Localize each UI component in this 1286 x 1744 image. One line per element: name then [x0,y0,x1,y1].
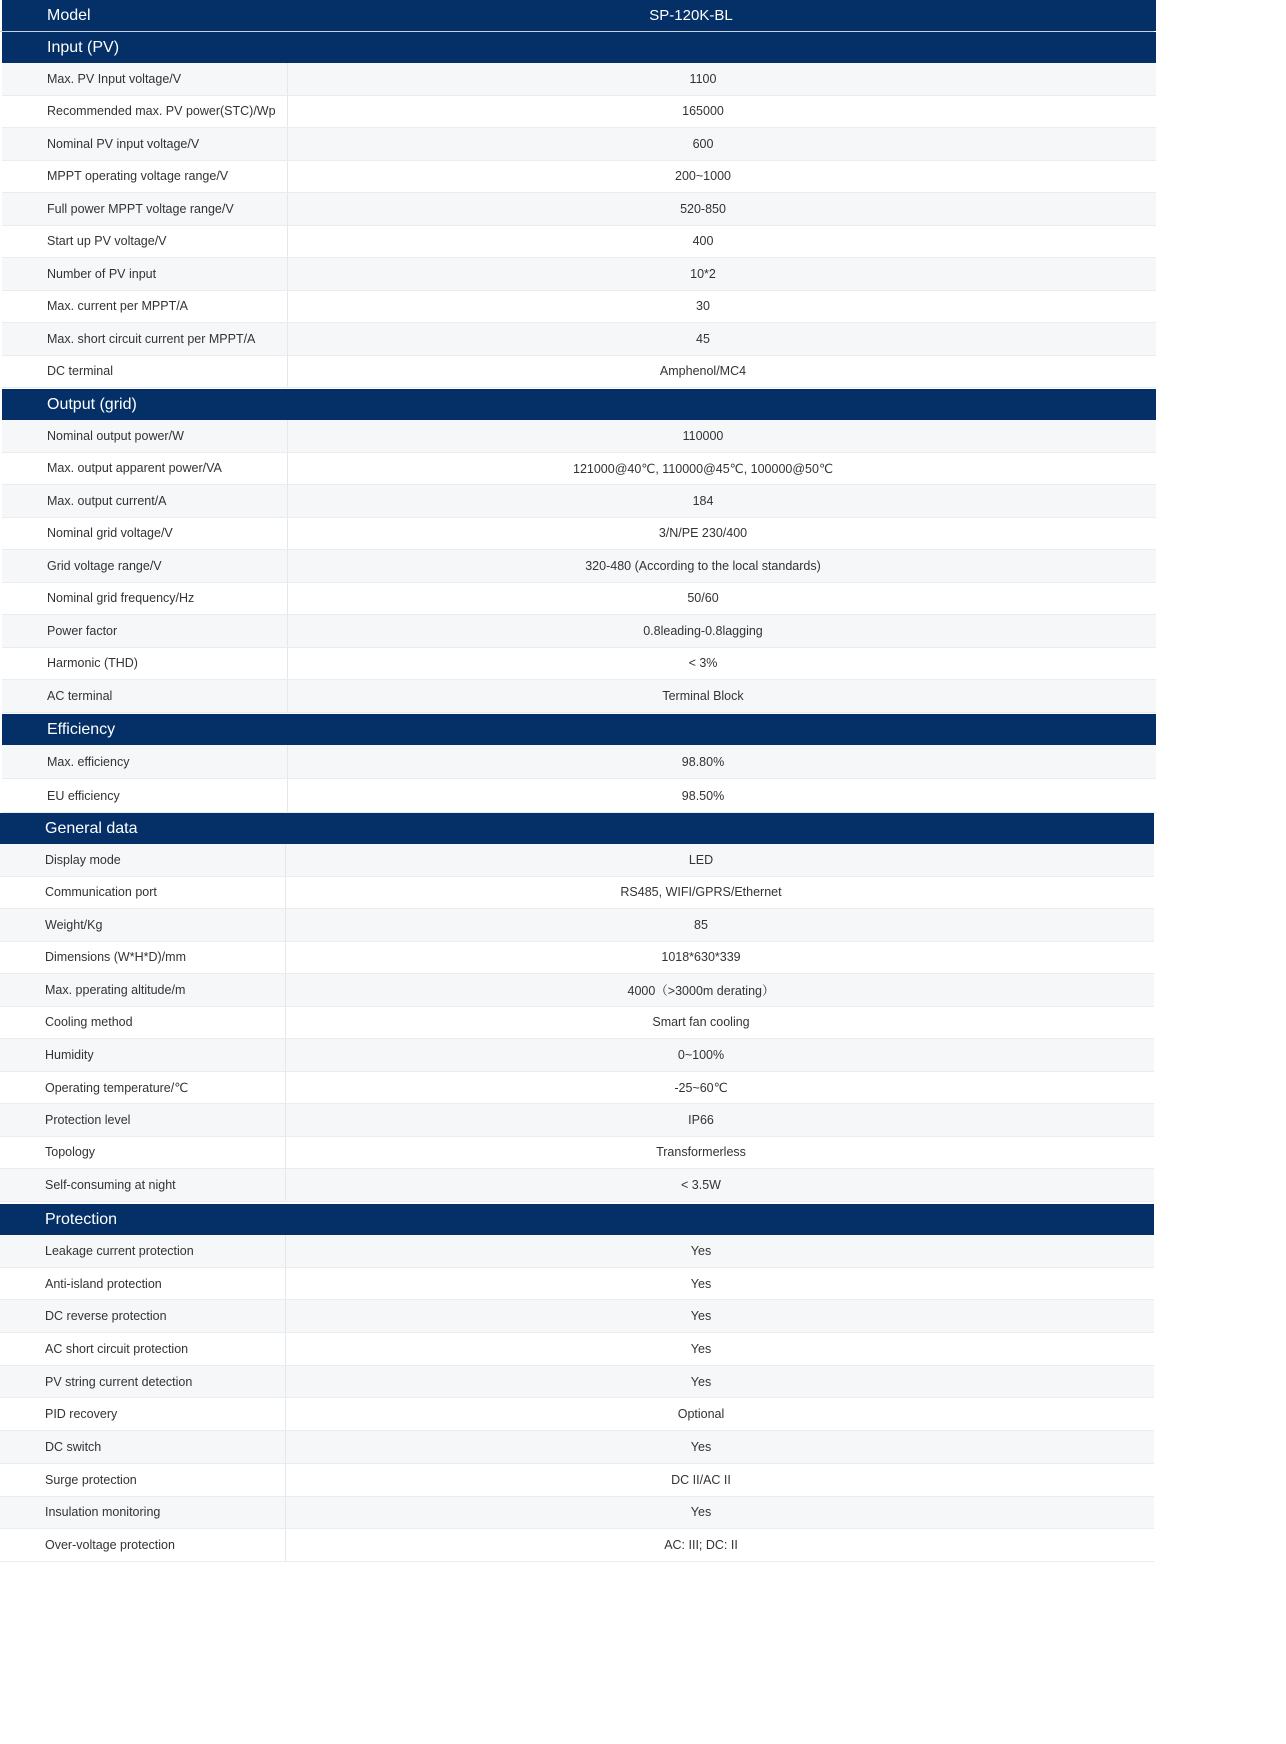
table-row [2,356,1156,389]
spec-label: Insulation monitoring [45,1505,161,1520]
table-row [0,1497,1154,1530]
spec-label: PID recovery [45,1407,118,1422]
table-row [0,1268,1154,1301]
spec-label: Over-voltage protection [45,1538,175,1553]
section-header-efficiency [2,714,1156,745]
model-value: SP-120K-BL [649,7,733,24]
spec-label: Start up PV voltage/V [47,234,167,249]
model-header-row [2,0,1156,31]
spec-label: Max. output current/A [47,493,167,508]
section-header-input-pv [2,32,1156,63]
spec-value: 50/60 [687,591,719,606]
spec-value: 10*2 [690,266,716,281]
section-title: Input (PV) [47,38,120,56]
spec-label: Max. PV Input voltage/V [47,71,182,86]
spec-label: Leakage current protection [45,1243,194,1258]
spec-label: Surge protection [45,1472,137,1487]
spec-value: 400 [692,234,714,249]
spec-value: 110000 [682,428,724,443]
spec-value: 98.50% [681,788,725,803]
section-title: Efficiency [47,720,116,738]
spec-value: Transformerless [656,1145,746,1160]
table-row [0,1137,1154,1170]
spec-value: Yes [690,1276,712,1291]
spec-label: Protection level [45,1112,131,1127]
spec-value: < 3.5W [681,1177,721,1192]
spec-label: Dimensions (W*H*D)/mm [45,950,186,965]
spec-value: 3/N/PE 230/400 [658,526,748,541]
table-row [2,453,1156,486]
table-row [0,974,1154,1007]
spec-label: DC terminal [47,364,113,379]
table-row [0,1235,1154,1268]
spec-label: Display mode [45,852,121,867]
spec-label: Humidity [45,1047,94,1062]
spec-value: 320-480 (According to the local standards) [585,558,821,573]
spec-label: Max. efficiency [47,754,130,769]
spec-value: Smart fan cooling [652,1015,750,1030]
spec-value: IP66 [688,1112,714,1127]
spec-label: Grid voltage range/V [47,558,162,573]
spec-label: Cooling method [45,1015,133,1030]
spec-value: 98.80% [681,754,725,769]
spec-value: Yes [690,1243,712,1258]
spec-label: Max. output apparent power/VA [47,461,222,476]
spec-value: Terminal Block [662,688,744,703]
spec-value: 600 [692,136,714,151]
spec-value: Yes [690,1374,712,1389]
table-row [0,1104,1154,1137]
spec-value: RS485, WIFI/GPRS/Ethernet [620,885,782,900]
section-header-protection [0,1204,1154,1235]
spec-label: Topology [45,1145,96,1160]
spec-value: -25~60℃ [674,1080,728,1095]
spec-label: EU efficiency [47,788,120,803]
spec-value: 0~100% [677,1047,725,1062]
table-row [2,193,1156,226]
table-row [2,96,1156,129]
section-title: Protection [45,1210,118,1228]
table-row [2,745,1156,779]
section-title: General data [45,819,138,837]
spec-label: DC switch [45,1440,102,1455]
spec-value: DC II/AC II [671,1472,731,1487]
table-row [2,63,1156,96]
table-row [0,1333,1154,1366]
spec-label: Max. pperating altitude/m [45,982,186,997]
spec-label: Nominal grid frequency/Hz [47,591,195,606]
table-row [2,128,1156,161]
spec-label: AC terminal [47,688,113,703]
spec-label: MPPT operating voltage range/V [47,169,229,184]
spec-label: AC short circuit protection [45,1341,189,1356]
spec-value: 184 [692,493,714,508]
spec-value: 4000（>3000m derating） [627,983,775,998]
spec-value: Yes [690,1341,712,1356]
spec-label: Self-consuming at night [45,1177,176,1192]
spec-value: 200~1000 [675,169,731,184]
spec-value: Yes [690,1505,712,1520]
spec-value: 30 [696,299,710,314]
table-row [2,648,1156,681]
table-row [0,1039,1154,1072]
table-row [2,550,1156,583]
spec-value: 0.8leading-0.8lagging [643,623,763,638]
spec-value: 520-850 [680,201,726,216]
table-row [0,1464,1154,1497]
table-row [0,1072,1154,1105]
spec-value: 1018*630*339 [661,950,741,965]
spec-label: Nominal PV input voltage/V [47,136,200,151]
spec-label: Full power MPPT voltage range/V [47,201,234,216]
spec-label: PV string current detection [45,1374,193,1389]
spec-label: Operating temperature/℃ [45,1080,189,1095]
table-row [0,1529,1154,1562]
spec-value: 165000 [682,104,724,119]
section-header-output-grid [2,389,1156,420]
table-row [0,1431,1154,1464]
table-row [2,518,1156,551]
spec-value: < 3% [688,656,718,671]
spec-label: Harmonic (THD) [47,656,138,671]
table-row [0,1366,1154,1399]
table-row [0,877,1154,910]
spec-label: Max. current per MPPT/A [47,299,189,314]
section-title: Output (grid) [47,395,137,413]
table-row [2,583,1156,616]
table-row [0,909,1154,942]
spec-value: 121000@40℃, 110000@45℃, 100000@50℃ [573,461,833,476]
table-row [2,680,1156,713]
spec-value: 45 [696,331,710,346]
table-row [2,258,1156,291]
table-row [2,779,1156,813]
table-row [0,1300,1154,1333]
spec-value: AC: III; DC: II [664,1538,738,1553]
spec-label: Nominal output power/W [47,428,184,443]
table-row [2,615,1156,648]
table-row [2,226,1156,259]
table-row [0,1007,1154,1040]
spec-label: Nominal grid voltage/V [47,526,173,541]
spec-value: Optional [677,1407,725,1422]
model-label: Model [47,6,91,24]
table-row [0,844,1154,877]
table-row [2,161,1156,194]
spec-value: Amphenol/MC4 [659,364,747,379]
spec-label: DC reverse protection [45,1309,167,1324]
spec-value: Yes [690,1440,712,1455]
spec-label: Max. short circuit current per MPPT/A [47,331,256,346]
table-row [0,942,1154,975]
table-row [0,1399,1154,1432]
table-row [2,291,1156,324]
spec-value: Yes [690,1309,712,1324]
section-header-general-data [0,813,1154,844]
table-row [2,323,1156,356]
table-row [2,420,1156,453]
spec-label: Communication port [45,885,157,900]
spec-value: LED [688,852,714,867]
spec-label: Power factor [47,623,118,638]
table-row [2,485,1156,518]
spec-label: Recommended max. PV power(STC)/Wp [47,104,276,119]
table-row [0,1169,1154,1202]
spec-value: 85 [694,917,708,932]
spec-label: Anti-island protection [45,1276,162,1291]
spec-label: Weight/Kg [45,917,103,932]
spec-label: Number of PV input [47,266,157,281]
spec-value: 1100 [689,71,717,86]
